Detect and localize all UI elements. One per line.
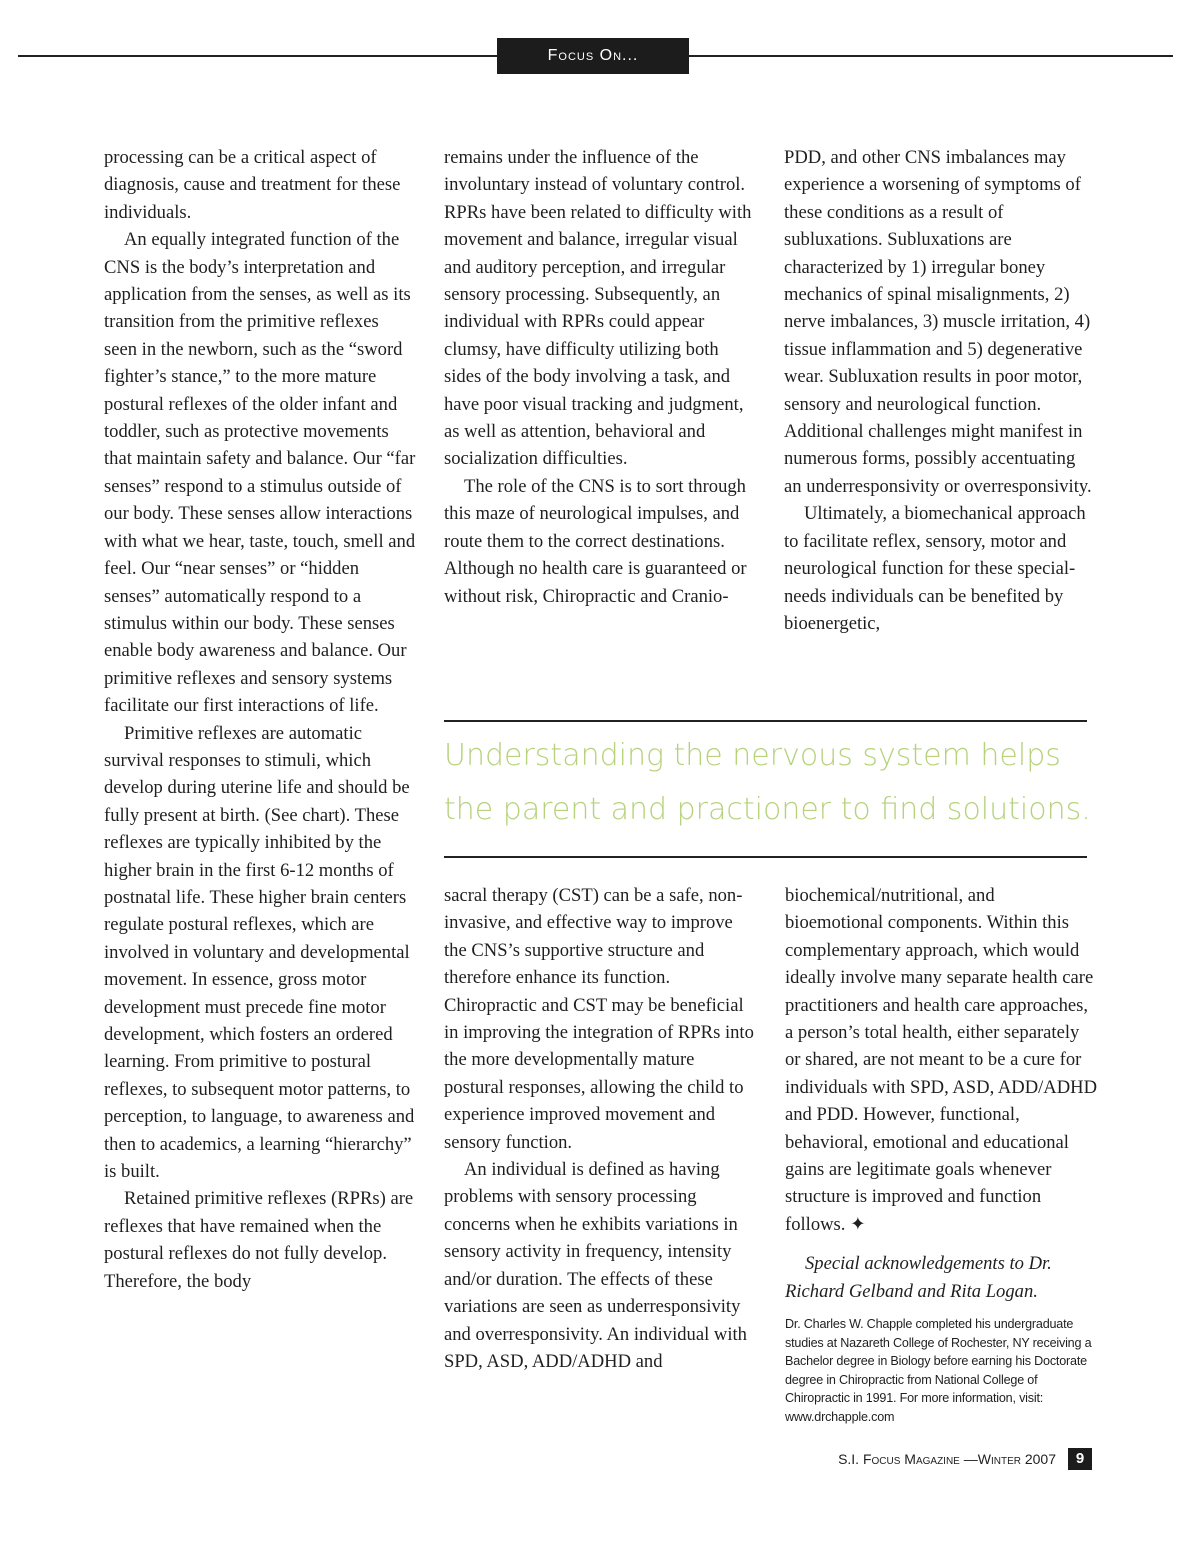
pull-quote: Understanding the nervous system helps the parent and practioner to find solutions. <box>444 738 1091 827</box>
acknowledgement: Special acknowledgements to Dr. Richard Gelband and Rita Logan. <box>785 1253 1052 1302</box>
page-number: 9 <box>1068 1448 1092 1470</box>
publication-name: S.I. Focus Magazine —Winter 2007 <box>838 1451 1056 1467</box>
paragraph: An equally integrated function of the CNS is the body’s interpretation and application from the senses, as well as its transition from the primitive reflexes seen in the newborn, such as the “sword fighter’s stance,” to the more mature postural reflexes of the older infant and toddler, such as protective movements that maintain safety and balance. Our “far senses” respond to a stimulus outside of our body. These senses allow interactions with what we hear, taste, touch, smell and feel. Our “near senses” or “hidden senses” automatically respond to a stimulus within our body. These senses enable body awareness and balance. Our primitive reflexes and sensory systems facilitate our first interactions of life. <box>104 229 416 717</box>
pull-quote-rule-bottom <box>444 856 1087 858</box>
paragraph: Ultimately, a biomechanical approach to facilitate reflex, sensory, motor and neurological function for these special-needs individuals can be benefited by bioenergetic, <box>784 503 1086 634</box>
page-footer <box>830 1448 1092 1472</box>
paragraph: biochemical/nutritional, and bioemotional components. Within this complementary approach, which would ideally involve many separate health care practitioners and health care approaches, a person’s total health, either separately or shared, are not meant to be a cure for individuals with SPD, ASD, ADD/ADHD and PDD. However, functional, behavioral, emotional and educational gains are legitimate goals whenever structure is improved and function follows. ✦ <box>785 885 1097 1235</box>
section-header: Focus On... <box>497 38 689 74</box>
article-column-5 <box>785 882 1097 1426</box>
paragraph: processing can be a critical aspect of diagnosis, cause and treatment for these individuals. <box>104 147 401 223</box>
article-column-3 <box>784 144 1096 637</box>
paragraph: Primitive reflexes are automatic survival responses to stimuli, which develop during uterine life and should be fully present at birth. (See chart). These reflexes are typically inhibited by the higher brain in the first 6-12 months of postnatal life. These higher brain centers regulate postural reflexes, which are involved in voluntary and developmental movement. In essence, gross motor development must precede fine motor development, which fosters an ordered learning. From primitive to postural reflexes, to subsequent motor patterns, to perception, to language, to awareness and then to academics, a learning “hierarchy” is built. <box>104 722 415 1183</box>
paragraph: remains under the influence of the involuntary instead of voluntary control. RPRs have been related to difficulty with movement and balance, irregular visual and auditory perception, and irregular sensory processing. Subsequently, an individual with RPRs could appear clumsy, have difficulty utilizing both sides of the body involving a task, and have poor visual tracking and judgment, as well as attention, behavioral and socialization difficulties. <box>444 147 752 470</box>
article-column-4 <box>444 882 756 1375</box>
article-column-2 <box>444 144 756 610</box>
paragraph: The role of the CNS is to sort through this maze of neurological impulses, and route them to the correct destinations. Although no health care is guaranteed or without risk, Chiropractic and Cranio- <box>444 475 747 607</box>
paragraph: An individual is defined as having problems with sensory processing concerns when he exhibits variations in sensory activity in frequency, intensity and/or duration. The effects of these variations are seen as underresponsivity and overresponsivity. An individual with SPD, ASD, ADD/ADHD and <box>444 1159 747 1372</box>
article-column-1 <box>104 144 416 1295</box>
pull-quote-rule-top <box>444 720 1087 722</box>
paragraph: sacral therapy (CST) can be a safe, non-invasive, and effective way to improve the CNS’s supportive structure and therefore enhance its function. Chiropractic and CST may be beneficial in improving the integration of RPRs into the more developmentally mature postural responses, allowing the child to experience improved movement and sensory function. <box>444 885 754 1153</box>
paragraph: Retained primitive reflexes (RPRs) are reflexes that have remained when the postural reflexes do not fully develop. Therefore, the body <box>104 1188 414 1292</box>
paragraph: PDD, and other CNS imbalances may experience a worsening of symptoms of these conditions as a result of subluxations. Subluxations are characterized by 1) irregular boney mechanics of spinal misalignments, 2) nerve imbalances, 3) muscle irritation, 4) tissue inflammation and 5) degenerative wear. Subluxation results in poor motor, sensory and neurological function. Additional challenges might manifest in numerous forms, possibly accentuating an underresponsivity or overresponsivity. <box>784 147 1092 497</box>
author-bio: Dr. Charles W. Chapple completed his undergraduate studies at Nazareth College of Rochester, NY receiving a Bachelor degree in Biology before earning his Doctorate degree in Chiropractic from National College of Chiropractic in 1991. For more information, visit: www.drchapple.com <box>785 1317 1092 1424</box>
